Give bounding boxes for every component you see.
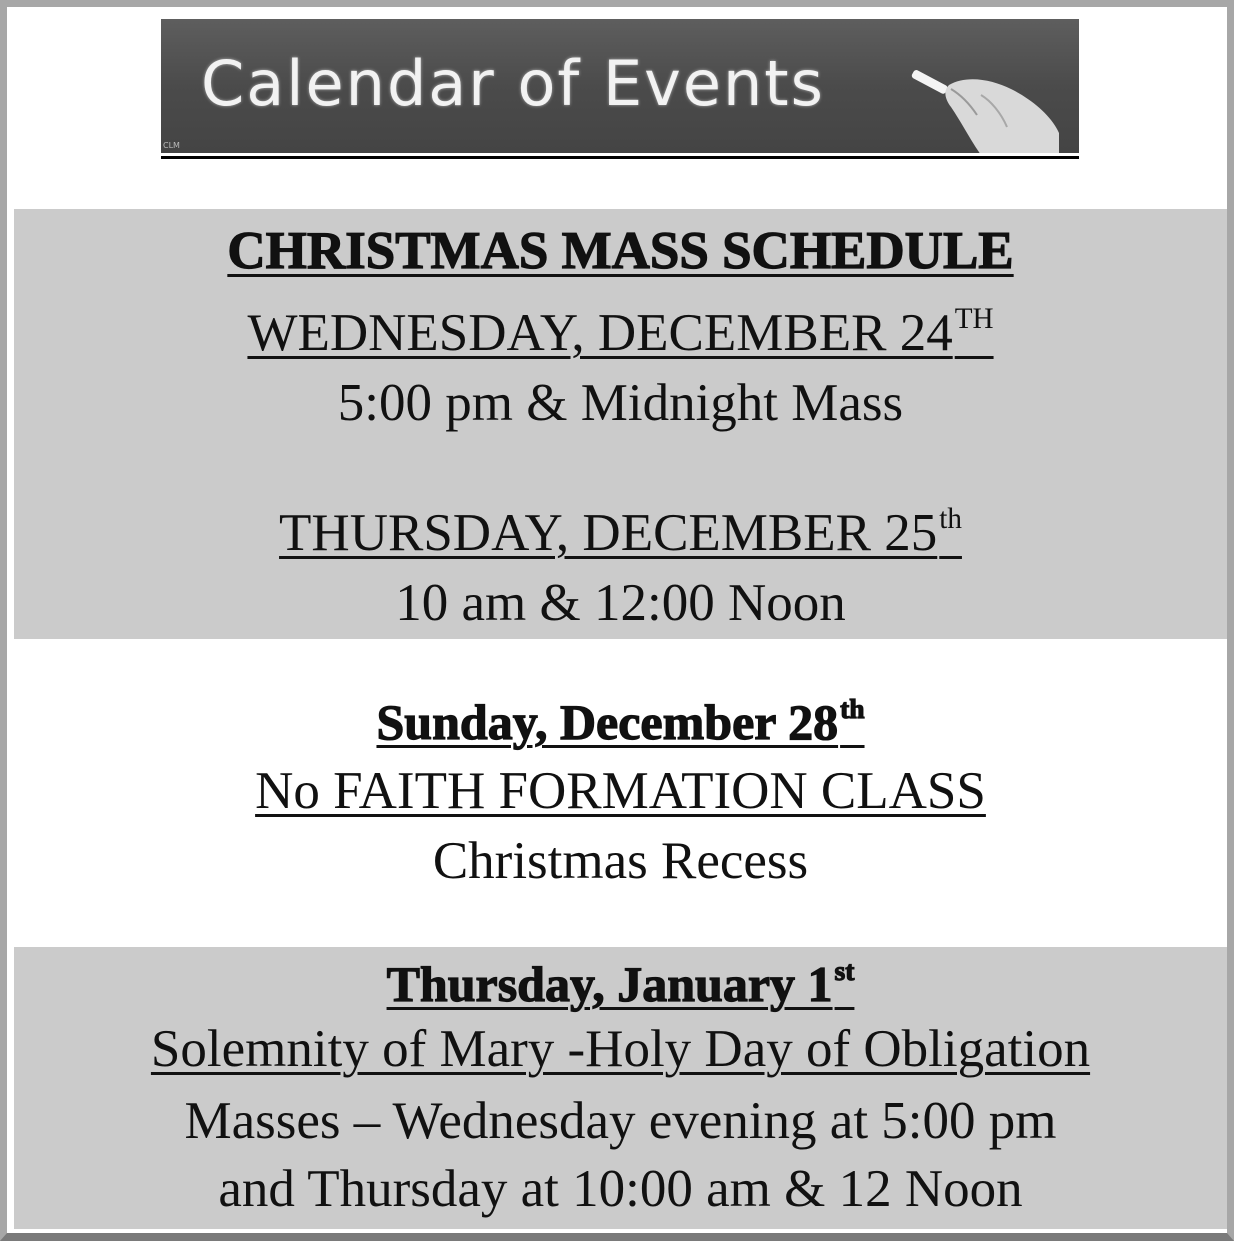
faith-notice: No FAITH FORMATION CLASS bbox=[255, 762, 986, 820]
january-title: Solemnity of Mary -Holy Day of Obligation bbox=[150, 1020, 1091, 1078]
january-date-heading bbox=[387, 956, 855, 1012]
hand-chalk-icon bbox=[911, 55, 1061, 153]
banner-divider bbox=[161, 156, 1079, 159]
day1-suffix: TH bbox=[954, 303, 994, 336]
january-masses-line2: and Thursday at 10:00 am & 12 Noon bbox=[218, 1160, 1023, 1218]
faith-date: Sunday, December 28 bbox=[376, 694, 839, 750]
faith-formation-section bbox=[14, 639, 1227, 947]
january-section bbox=[14, 947, 1227, 1229]
january-date: Thursday, January 1 bbox=[386, 956, 833, 1012]
faith-date-heading bbox=[376, 694, 864, 750]
day2-times: 10 am & 12:00 Noon bbox=[395, 574, 846, 632]
day1-heading bbox=[247, 304, 993, 362]
banner-title: Calendar of Events bbox=[201, 47, 825, 120]
day1-label: WEDNESDAY, DECEMBER 24 bbox=[247, 304, 953, 362]
day2-suffix: th bbox=[939, 503, 962, 536]
day2-heading bbox=[279, 504, 962, 562]
calendar-banner bbox=[161, 19, 1079, 159]
january-suffix: st bbox=[834, 955, 855, 987]
banner-mark: CLM bbox=[163, 141, 180, 150]
day2-label: THURSDAY, DECEMBER 25 bbox=[279, 504, 938, 562]
january-masses-line1: Masses – Wednesday evening at 5:00 pm bbox=[184, 1092, 1057, 1150]
chalkboard-image bbox=[161, 19, 1079, 153]
christmas-heading: CHRISTMAS MASS SCHEDULE bbox=[227, 222, 1014, 280]
faith-suffix: th bbox=[840, 693, 865, 725]
day1-times: 5:00 pm & Midnight Mass bbox=[337, 374, 904, 432]
faith-reason: Christmas Recess bbox=[432, 832, 809, 890]
christmas-mass-section bbox=[14, 209, 1227, 639]
